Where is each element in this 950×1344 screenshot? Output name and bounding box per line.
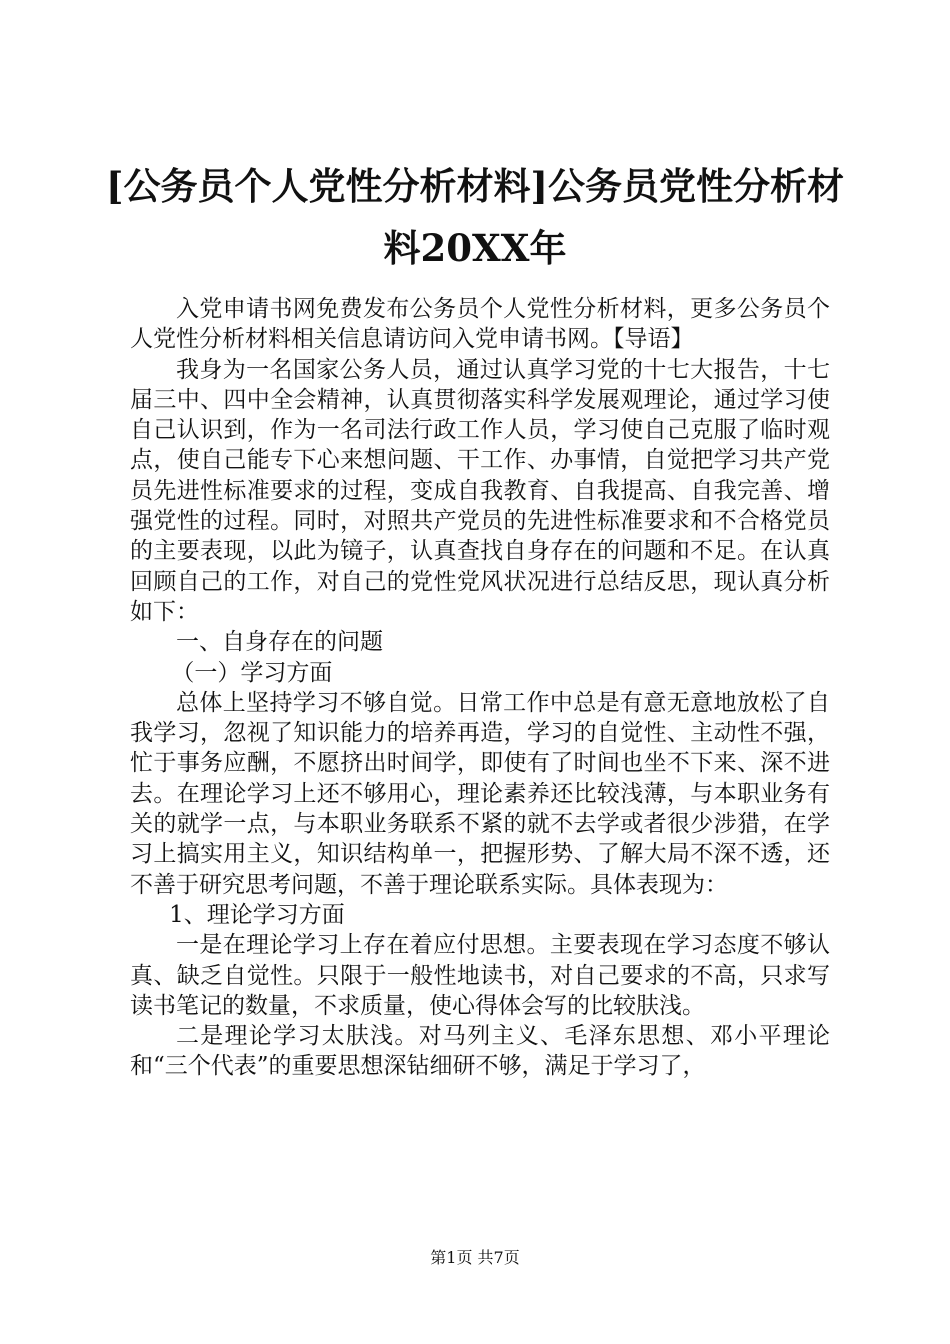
item-heading-theory: 1、理论学习方面: [169, 901, 345, 928]
page-number-footer: 第1页 共7页: [430, 1248, 520, 1267]
section-heading-problems: 一、自身存在的问题: [176, 629, 383, 656]
document-title: [公务员个人党性分析材料]公务员党性分析材料20XX年: [105, 164, 844, 270]
subsection-heading-study: （一）学习方面: [171, 659, 333, 686]
document-body: [130, 294, 830, 1082]
paragraph-point-two: 二是理论学习太肤浅。对马列主义、毛泽东思想、邓小平理论和“三个代表”的重要思想深钻细研不够，满足于学习了，: [130, 1023, 830, 1080]
paragraph-point-one: 一是在理论学习上存在着应付思想。主要表现在学习态度不够认真、缺乏自觉性。只限于一般性地读书，对自己要求的不高，只求写读书笔记的数量，不求质量，使心得体会写的比较肤浅。: [130, 932, 830, 1019]
paragraph-self-statement: 我身为一名国家公务人员，通过认真学习党的十七大报告，十七届三中、四中全会精神，认真贯彻落实科学发展观理论，通过学习使自己认识到，作为一名司法行政工作人员，学习使自己克服了临时观点，使自己能专下心来想问题、干工作、办事情，自觉把学习共产党员先进性标准要求的过程，变成自我教育、自我提高、自我完善、增强党性的过程。同时，对照共产党员的先进性标准要求和不合格党员的主要表现，以此为镜子，认真查找自身存在的问题和不足。在认真回顾自己的工作，对自己的党性党风状况进行总结反思，现认真分析如下：: [130, 356, 830, 625]
paragraph-intro: 入党申请书网免费发布公务员个人党性分析材料，更多公务员个人党性分析材料相关信息请访问入党申请书网。【导语】: [130, 296, 830, 353]
paragraph-study-overview: 总体上坚持学习不够自觉。日常工作中总是有意无意地放松了自我学习，忽视了知识能力的培养再造，学习的自觉性、主动性不强，忙于事务应酬，不愿挤出时间学，即使有了时间也坐不下来、深不进去。在理论学习上还不够用心，理论素养还比较浅薄，与本职业务有关的就学一点，与本职业务联系不紧的就不去学或者很少涉猎，在学习上搞实用主义，知识结构单一，把握形势、了解大局不深不透，还不善于研究思考问题，不善于理论联系实际。具体表现为：: [130, 689, 830, 898]
